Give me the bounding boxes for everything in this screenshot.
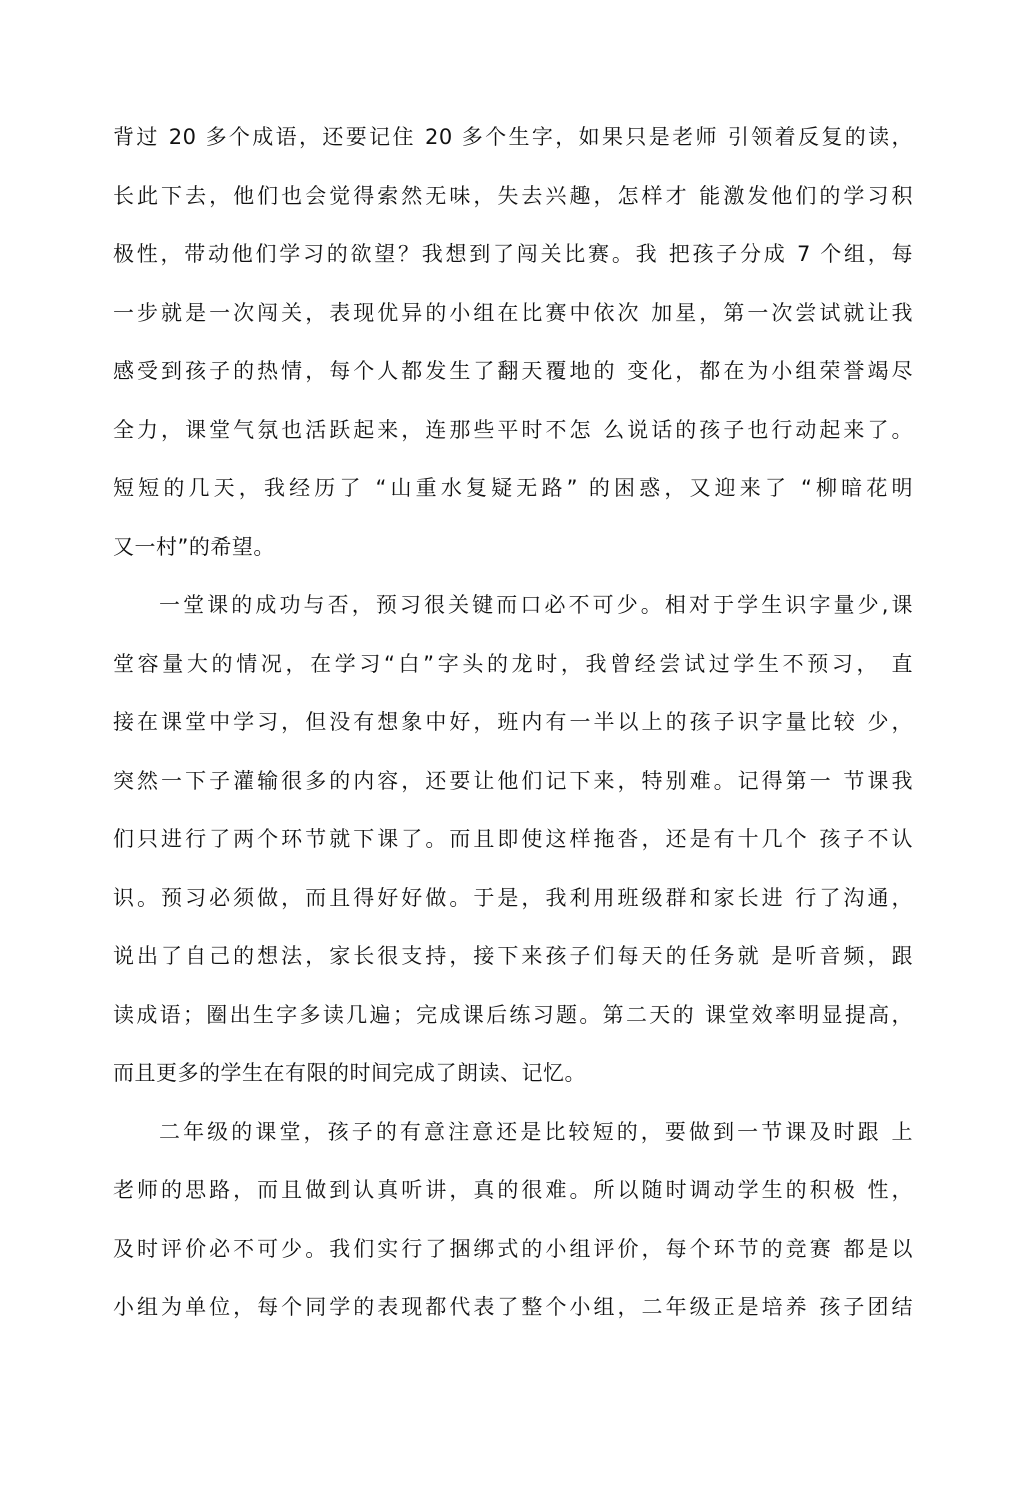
text-line-17: 而且更多的学生在有限的时间完成了朗读、记忆。 (113, 1061, 586, 1085)
body-text (113, 108, 913, 1337)
text-line-2: 长此下去，他们也会觉得索然无味，失去兴趣，怎样才 能激发他们的学习积 (113, 183, 913, 208)
text-line-1: 背过 20 多个成语，还要记住 20 多个生字，如果只是老师 引领着反复的读， (113, 125, 913, 149)
paragraph-start-line-18: 二年级的课堂，孩子的有意注意还是比较短的，要做到一节课及时跟 上 (159, 1119, 913, 1144)
text-line-14: 识。预习必须做，而且得好好做。于是，我利用班级群和家长进 行了沟通， (113, 885, 913, 910)
text-line-7: 短短的几天，我经历了 “山重水复疑无路” 的困惑，又迎来了 “柳暗花明 (113, 476, 913, 500)
text-line-13: 们只进行了两个环节就下课了。而且即使这样拖沓，还是有十几个 孩子不认 (113, 827, 913, 851)
text-line-15: 说出了自己的想法，家长很支持，接下来孩子们每天的任务就 是听音频，跟 (113, 944, 913, 968)
text-line-6: 全力，课堂气氛也活跃起来，连那些平时不怎 么说话的孩子也行动起来了。 (113, 417, 913, 442)
text-line-20: 及时评价必不可少。我们实行了捆绑式的小组评价，每个环节的竞赛 都是以 (113, 1236, 913, 1261)
text-line-3: 极性，带动他们学习的欲望？我想到了闯关比赛。我 把孩子分成 7 个组，每 (113, 242, 913, 266)
text-line-21: 小组为单位，每个同学的表现都代表了整个小组，二年级正是培养 孩子团结 (113, 1295, 913, 1319)
text-line-5: 感受到孩子的热情，每个人都发生了翻天覆地的 变化，都在为小组荣誉竭尽 (113, 359, 913, 383)
text-line-16: 读成语；圈出生字多读几遍；完成课后练习题。第二天的 课堂效率明显提高， (113, 1002, 913, 1027)
text-line-19: 老师的思路，而且做到认真听讲，真的很难。所以随时调动学生的积极 性， (113, 1178, 913, 1202)
text-line-11: 接在课堂中学习，但没有想象中好，班内有一半以上的孩子识字量比较 少， (113, 710, 913, 734)
text-line-4: 一步就是一次闯关，表现优异的小组在比赛中依次 加星，第一次尝试就让我 (113, 300, 913, 325)
text-line-8: 又一村”的希望。 (113, 534, 275, 559)
text-line-10: 堂容量大的情况，在学习“白”字头的龙时，我曾经尝试过学生不预习， 直 (113, 651, 913, 676)
paragraph-start-line-9: 一堂课的成功与否，预习很关键而口必不可少。相对于学生识字量少,课 (159, 593, 913, 617)
text-line-12: 突然一下子灌输很多的内容，还要让他们记下来，特别难。记得第一 节课我 (113, 768, 913, 793)
